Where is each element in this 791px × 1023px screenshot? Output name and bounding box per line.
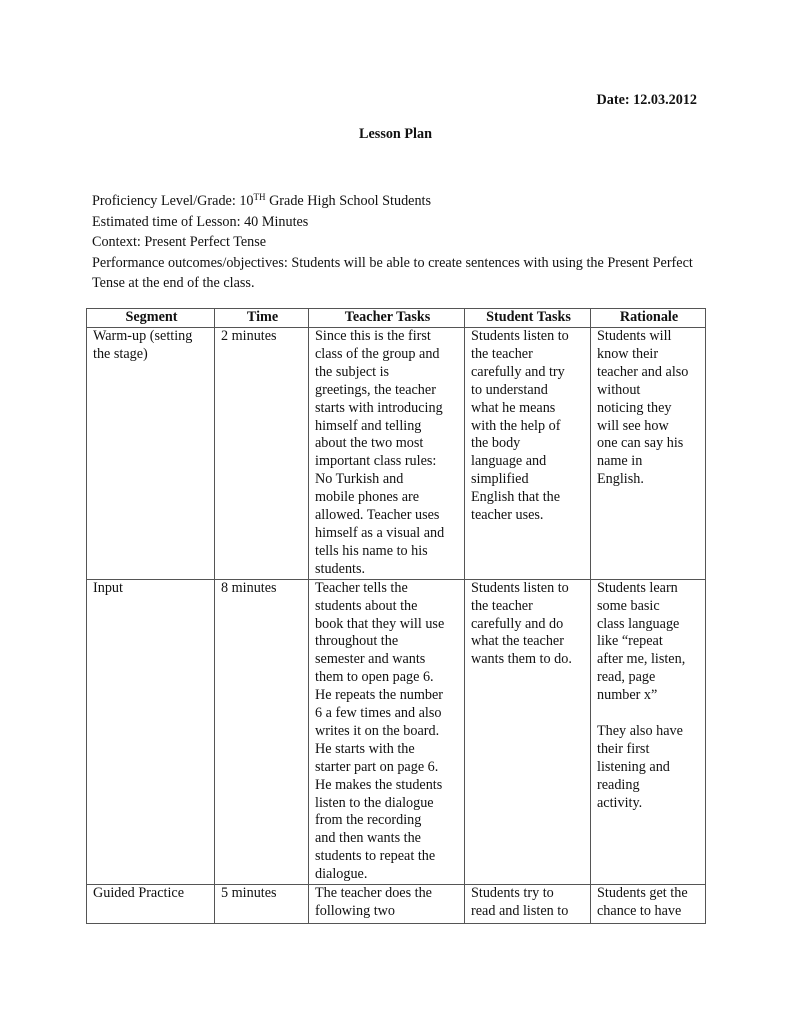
rationale-cell: Students get the chance to have (591, 885, 706, 924)
lesson-plan-table (86, 308, 706, 924)
page-title: Lesson Plan (359, 126, 432, 142)
rationale-cell: Students learn some basic class language like “repeat after me, listen, read, page number x” They also have their first listening and reading activity. (591, 579, 706, 884)
table-row (87, 885, 706, 924)
teacher-tasks-cell: Teacher tells the students about the book that they will use throughout the semester and wants them to open page 6. He repeats the number 6 a few times and also writes it on the board. He starts with the starter part on page 6. He makes the students listen to the dialogue from the recording and then wants the students to repeat the dialogue. (309, 579, 465, 884)
lesson-meta (92, 191, 712, 294)
table-row (87, 328, 706, 580)
context-line: Context: Present Perfect Tense (92, 234, 267, 251)
teacher-tasks-cell: The teacher does the following two (309, 885, 465, 924)
header-segment: Segment (87, 309, 215, 328)
proficiency-line (92, 191, 712, 212)
time-cell: 8 minutes (215, 579, 309, 884)
table-row (87, 579, 706, 884)
header-time: Time (215, 309, 309, 328)
lesson-date: Date: 12.03.2012 (596, 92, 697, 108)
time-cell: 5 minutes (215, 885, 309, 924)
student-tasks-cell: Students try to read and listen to (465, 885, 591, 924)
table-header-row (87, 309, 706, 328)
estimated-time-line: Estimated time of Lesson: 40 Minutes (92, 213, 309, 230)
segment-cell: Input (87, 579, 215, 884)
student-tasks-cell: Students listen to the teacher carefully and try to understand what he means with the help of the body language and simplified English that the teacher uses. (465, 328, 591, 580)
header-rationale: Rationale (591, 309, 706, 328)
header-teacher-tasks: Teacher Tasks (309, 309, 465, 328)
segment-cell: Warm-up (setting the stage) (87, 328, 215, 580)
segment-cell: Guided Practice (87, 885, 215, 924)
teacher-tasks-cell: Since this is the first class of the group and the subject is greetings, the teacher starts with introducing himself and telling about the two most important class rules: No Turkish and mobile phones are allowed. Teacher uses himself as a visual and tells his name to his students. (309, 328, 465, 580)
rationale-cell: Students will know their teacher and also without noticing they will see how one can say his name in English. (591, 328, 706, 580)
header-student-tasks: Student Tasks (465, 309, 591, 328)
outcomes-line: Performance outcomes/objectives: Students will be able to create sentences with using the Present Perfect Tense at the end of the class. (92, 254, 693, 292)
time-cell: 2 minutes (215, 328, 309, 580)
proficiency-prefix: Proficiency Level/Grade: 10 (92, 193, 254, 209)
proficiency-superscript: TH (253, 192, 266, 202)
proficiency-suffix: Grade High School Students (265, 193, 432, 209)
student-tasks-cell: Students listen to the teacher carefully and do what the teacher wants them to do. (465, 579, 591, 884)
